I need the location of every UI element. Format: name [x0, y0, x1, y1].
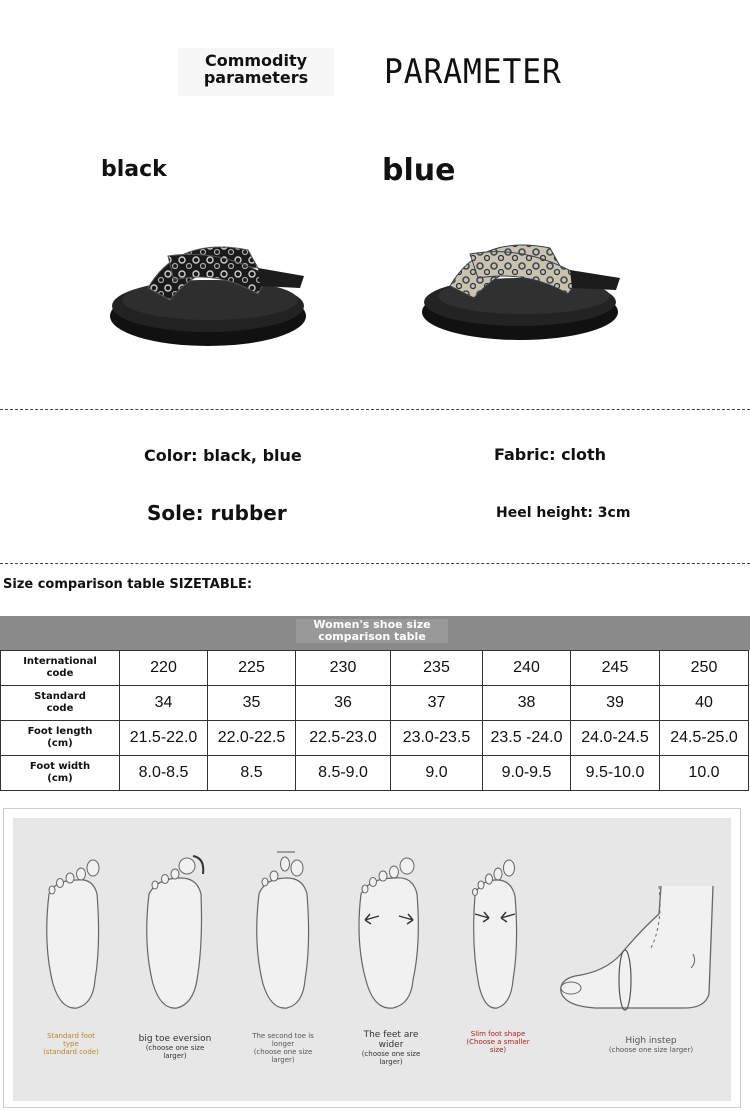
size-table-cell: 24.0-24.5: [571, 721, 660, 756]
size-comparison-table: [0, 650, 749, 791]
foot-type-name: High instep: [625, 1036, 677, 1046]
divider-top: [0, 409, 750, 410]
size-table-header-line1: Women's shoe size: [313, 618, 431, 631]
size-table-cell: 24.5-25.0: [660, 721, 749, 756]
spec-sole: Sole: rubber: [147, 501, 287, 525]
size-table-cell: 22.5-23.0: [296, 721, 391, 756]
size-table-header-label: [296, 619, 448, 643]
spec-fabric: Fabric: cloth: [494, 445, 607, 464]
size-table-row-header: [1, 756, 120, 791]
foot-type-caption: [249, 1032, 317, 1064]
size-table-row: [1, 686, 749, 721]
size-table-row-header: [1, 686, 120, 721]
size-table-row: [1, 756, 749, 791]
foot-type-advice: (choose one size larger): [608, 1046, 694, 1054]
foot-types-panel: [13, 818, 731, 1101]
parameter-title: PARAMETER: [384, 52, 562, 92]
size-table-cell: 39: [571, 686, 660, 721]
size-table-cell: 10.0: [660, 756, 749, 791]
black-slipper-image: [108, 228, 312, 352]
row-header-line2: code: [46, 668, 74, 679]
size-table-cell: 245: [571, 651, 660, 686]
row-header-line1: Foot width: [29, 761, 91, 772]
foot-type-name: big toe eversion: [138, 1034, 212, 1044]
blue-color-label: blue: [382, 153, 456, 188]
slim-foot-icon: [465, 854, 527, 1014]
spec-color: Color: black, blue: [144, 446, 302, 465]
size-table-cell: 9.5-10.0: [571, 756, 660, 791]
size-table-cell: 40: [660, 686, 749, 721]
blue-slipper-image: [420, 234, 626, 346]
black-color-label: black: [101, 157, 167, 182]
size-table-cell: 37: [391, 686, 483, 721]
foot-type-caption: [465, 1030, 531, 1054]
size-table-cell: 225: [208, 651, 296, 686]
size-table-row: [1, 721, 749, 756]
foot-type-advice: (Choose a smaller size): [466, 1038, 530, 1054]
foot-type-advice: (choose one size larger): [361, 1050, 421, 1066]
foot-type-caption: [41, 1032, 101, 1056]
commodity-label-line1: Commodity: [204, 51, 308, 70]
size-table-cell: 9.0: [391, 756, 483, 791]
foot-type-advice: (choose one size larger): [145, 1044, 205, 1060]
foot-type-caption: [135, 1034, 215, 1060]
row-header-line1: Foot length: [27, 726, 93, 737]
size-table-cell: 8.5-9.0: [296, 756, 391, 791]
size-table-cell: 21.5-22.0: [120, 721, 208, 756]
size-table-cell: 23.0-23.5: [391, 721, 483, 756]
foot-type-name: Standard foot type: [47, 1032, 95, 1048]
size-table-header-bar: [0, 616, 750, 650]
size-table-row-header: [1, 651, 120, 686]
spec-heel-height: Heel height: 3cm: [496, 505, 631, 521]
size-table-header-line2: comparison table: [318, 630, 426, 643]
second-toe-longer-foot-icon: [249, 850, 321, 1014]
foot-type-name: The second toe is longer: [252, 1032, 314, 1048]
high-instep-foot-icon: [555, 884, 721, 1014]
size-table-cell: 38: [483, 686, 571, 721]
size-table-cell: 240: [483, 651, 571, 686]
foot-type-caption: [357, 1030, 425, 1066]
size-table-cell: 220: [120, 651, 208, 686]
size-table-cell: 235: [391, 651, 483, 686]
size-table-row: [1, 651, 749, 686]
commodity-parameters-box: [178, 48, 334, 96]
size-table-cell: 35: [208, 686, 296, 721]
foot-type-advice: (standard code): [43, 1048, 99, 1056]
size-table-section-title: Size comparison table SIZETABLE:: [3, 577, 253, 592]
foot-type-name: Slim foot shape: [470, 1030, 526, 1038]
row-header-line1: Standard: [34, 691, 86, 702]
size-table-cell: 8.5: [208, 756, 296, 791]
size-table-row-header: [1, 721, 120, 756]
row-header-line2: (cm): [47, 738, 73, 749]
size-table-cell: 8.0-8.5: [120, 756, 208, 791]
row-header-line2: (cm): [47, 773, 73, 784]
big-toe-eversion-foot-icon: [141, 850, 217, 1014]
row-header-line1: International: [23, 656, 97, 667]
wide-foot-icon: [355, 854, 427, 1014]
foot-type-advice: (choose one size larger): [253, 1048, 313, 1064]
commodity-label-line2: parameters: [203, 68, 309, 87]
size-table-cell: 22.0-22.5: [208, 721, 296, 756]
standard-foot-icon: [37, 854, 109, 1014]
size-table-cell: 23.5 -24.0: [483, 721, 571, 756]
size-table-cell: 9.0-9.5: [483, 756, 571, 791]
divider-bottom: [0, 563, 750, 564]
foot-type-caption: [607, 1036, 695, 1054]
size-table-cell: 230: [296, 651, 391, 686]
row-header-line2: code: [46, 703, 74, 714]
size-table-cell: 250: [660, 651, 749, 686]
foot-type-name: The feet are wider: [363, 1030, 419, 1050]
size-table-cell: 36: [296, 686, 391, 721]
size-table-cell: 34: [120, 686, 208, 721]
